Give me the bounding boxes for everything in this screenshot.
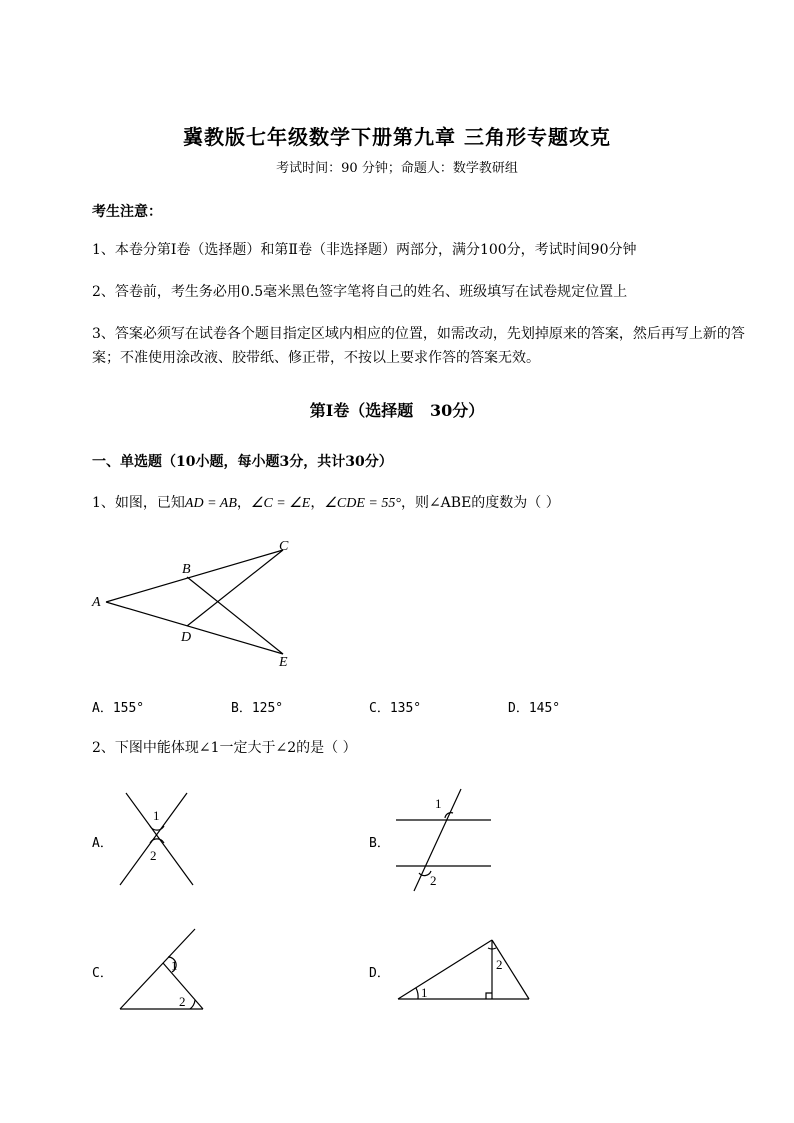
q1-suffix: ，则∠ABE的度数为（ ） [400, 495, 560, 511]
label-C: C [279, 539, 289, 554]
q2-option-c[interactable]: C． [92, 966, 113, 981]
q1-separator-2: ， [310, 495, 325, 511]
notice-item-1: 1、本卷分第I卷（选择题）和第Ⅱ卷（非选择题）两部分，满分100分，考试时间90分钟 [92, 242, 637, 258]
q2c-angle-1: 1 [171, 958, 178, 973]
label-D: D [181, 630, 192, 645]
exam-info: 考试时间：90 分钟；命题人：数学教研组 [276, 161, 518, 176]
label-E: E [279, 655, 288, 670]
q2-figure-a [110, 788, 205, 888]
part-title: 一、单选题（10小题，每小题3分，共计30分） [92, 454, 393, 470]
q2b-angle-1: 1 [435, 796, 442, 811]
q2d-angle-2: 2 [496, 957, 503, 972]
q2-figure-c [115, 925, 215, 1015]
q1-condition-3: ∠CDE = 55° [324, 496, 401, 511]
q2d-angle-1: 1 [421, 985, 428, 1000]
q2-option-d[interactable]: D． [369, 966, 390, 981]
q1-option-b[interactable]: B．125° [231, 701, 284, 716]
q2-option-a[interactable]: A． [92, 836, 113, 851]
q2-figure-b [392, 785, 497, 895]
section-title: 第I卷（选择题 30分） [309, 401, 485, 420]
q1-condition-1: AD = AB [184, 496, 237, 511]
q2c-angle-2: 2 [179, 994, 186, 1009]
q1-prefix: 1、如图，已知 [92, 495, 185, 511]
label-A: A [92, 595, 101, 610]
page-title: 冀教版七年级数学下册第九章 三角形专题攻克 [183, 125, 611, 149]
q2a-angle-2: 2 [150, 848, 157, 863]
notice-item-2: 2、答卷前，考生务必用0.5毫米黑色签字笔将自己的姓名、班级填写在试卷规定位置上 [92, 284, 628, 300]
label-B: B [182, 562, 191, 577]
q2b-angle-2: 2 [430, 873, 437, 888]
q1-option-c[interactable]: C．135° [369, 701, 422, 716]
q2-option-b[interactable]: B． [369, 836, 390, 851]
q1-condition-2: ∠C = ∠E [250, 496, 311, 511]
q1-separator-1: ， [236, 495, 251, 511]
q2-figure-d [392, 932, 537, 1007]
question-2-stem: 2、下图中能体现∠1一定大于∠2的是（ ） [92, 740, 357, 756]
notice-item-3: 3、答案必须写在试卷各个题目指定区域内相应的位置，如需改动，先划掉原来的答案，然后再写上新的答案；不准使用涂改液、胶带纸、修正带，不按以上要求作答的答案无效。 [92, 326, 745, 366]
q1-option-d[interactable]: D．145° [508, 701, 561, 716]
q2a-angle-1: 1 [153, 808, 160, 823]
question-1-stem [92, 492, 560, 512]
q1-figure [85, 530, 305, 675]
q1-option-a[interactable]: A．155° [92, 701, 145, 716]
notice-heading: 考生注意： [92, 204, 162, 220]
